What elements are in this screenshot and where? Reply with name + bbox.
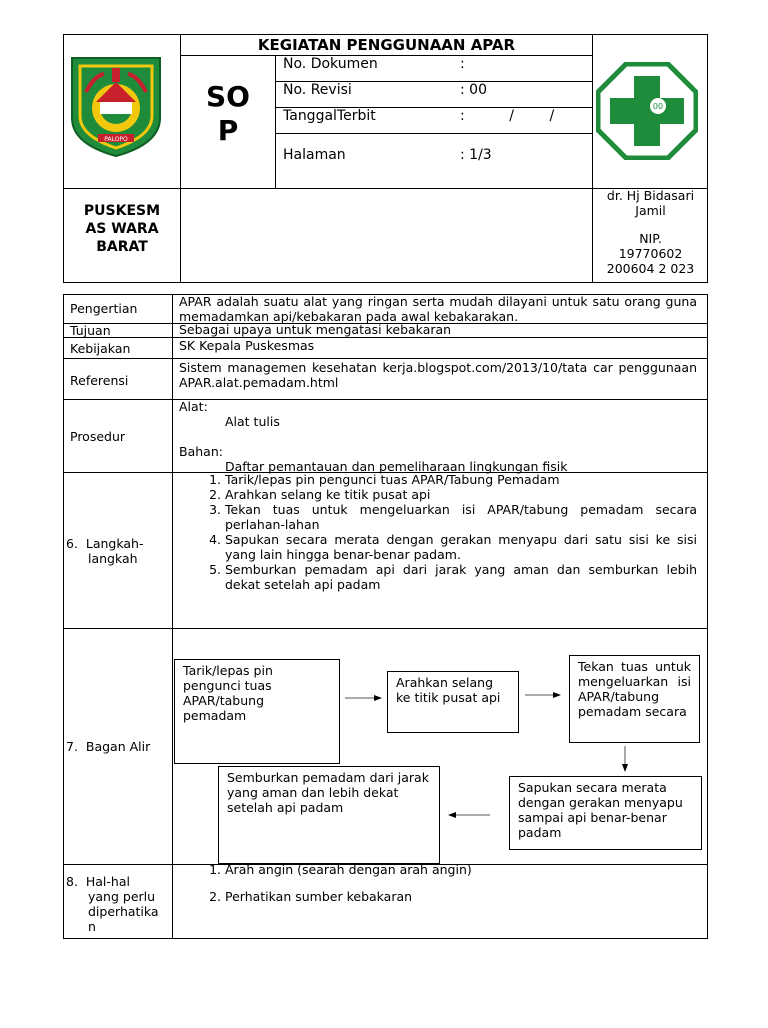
step-item: 5. Semburkan pemadam api dari jarak yang aman dan semburkan lebih dekat setelah api padam [225,562,703,592]
row-label: Kebijakan [70,341,131,356]
row-text: APAR adalah suatu alat yang ringan serta mudah dilayani untuk satu orang guna memadamkan api/kebakaran pada awal kebakarakan. [179,294,697,324]
alat-item: Alat tulis [225,414,280,429]
sop-label-line1: SO [206,80,250,113]
row-label: Pengertian [70,301,138,316]
bahan-item: Daftar pemantauan dan pemeliharaan lingkungan fisik [225,459,568,474]
row-label: Tujuan [70,323,111,338]
puskesmas-logo [596,62,698,160]
logo-text: 00 [652,102,664,111]
flow-box-4: Sapukan secara merata dengan gerakan menyapu sampai api benar-benar padam [509,776,702,850]
row-label-line: langkah [88,551,138,566]
doc-field-value: : / / [460,108,555,124]
row-text: Sistem managemen kesehatan kerja.blogspot.com/2013/10/tata car penggunaan APAR.alat.pemadam.html [179,360,697,390]
row-label: 7. Bagan Alir [66,739,151,754]
header-divider [275,133,592,134]
sop-label [181,80,275,148]
logo-text: PALOPO [104,136,128,143]
nip-value: 200604 2 023 [606,261,695,276]
note-item: 2. Perhatikan sumber kebakaran [225,889,703,904]
table-divider [63,337,708,338]
flow-box-3: Tekan tuas untuk mengeluarkan isi APAR/tabung pemadam secara [569,655,700,743]
org-name-line: AS WARA [85,221,159,237]
nip-value: 19770602 [618,246,683,261]
doc-field-value: : 1/3 [460,147,492,163]
signer-name: Jamil [635,203,666,218]
row-label: Referensi [70,373,129,388]
row-text: SK Kepala Puskesmas [179,338,315,353]
row-text: Sebagai upaya untuk mengatasi kebakaran [179,322,452,337]
steps-list [173,472,703,592]
doc-field-label: Halaman [283,147,346,163]
table-divider [63,399,708,400]
note-item: 1. Arah angin (searah dengan arah angin) [225,862,703,877]
row-label [66,874,159,934]
flow-box-1: Tarik/lepas pin pengunci tuas APAR/tabung pemadam [174,659,340,764]
step-item: 1. Tarik/lepas pin pengunci tuas APAR/Tabung Pemadam [225,472,703,487]
table-divider [172,294,173,939]
doc-field-label: TanggalTerbit [283,108,376,124]
row-label-line: 8. Hal-hal [66,874,130,889]
nip-label: NIP. [639,231,662,246]
table-divider [63,628,708,629]
table-divider [63,358,708,359]
doc-field-value: : [460,56,465,72]
doc-field-value: : 00 [460,82,487,98]
row-label-line: diperhatika [88,904,159,919]
header-divider [180,55,592,56]
signer-name: dr. Hj Bidasari [606,188,695,203]
doc-field-label: No. Revisi [283,82,352,98]
row-label: Prosedur [70,429,126,444]
row-label-line: n [88,919,96,934]
signer-block [593,188,708,276]
sop-title: KEGIATAN PENGGUNAAN APAR [257,36,516,54]
org-name-line: BARAT [96,239,148,255]
header-divider [180,34,181,283]
step-item: 4. Sapukan secara merata dengan gerakan menyapu dari satu sisi ke sisi yang lain hingga benar-benar padam. [225,532,703,562]
header-divider [275,55,276,188]
flow-box-2: Arahkan selang ke titik pusat api [387,671,519,733]
alat-label: Alat: [179,399,208,414]
row-label-line: 6. Langkah- [66,536,144,551]
bahan-label: Bahan: [179,444,223,459]
org-name-line: PUSKESM [83,203,161,219]
step-item: 2. Arahkan selang ke titik pusat api [225,487,703,502]
row-label [66,536,143,566]
palopo-logo [68,52,164,160]
row-label-line: yang perlu [88,889,156,904]
flow-box-5: Semburkan pemadam dari jarak yang aman dan lebih dekat setelah api padam [218,766,440,864]
sop-label-line2: P [217,114,239,147]
org-name [64,202,180,256]
doc-field-label: No. Dokumen [283,56,378,72]
notes-list [173,862,703,904]
step-item: 3. Tekan tuas untuk mengeluarkan isi APAR/tabung pemadam secara perlahan-lahan [225,502,703,532]
